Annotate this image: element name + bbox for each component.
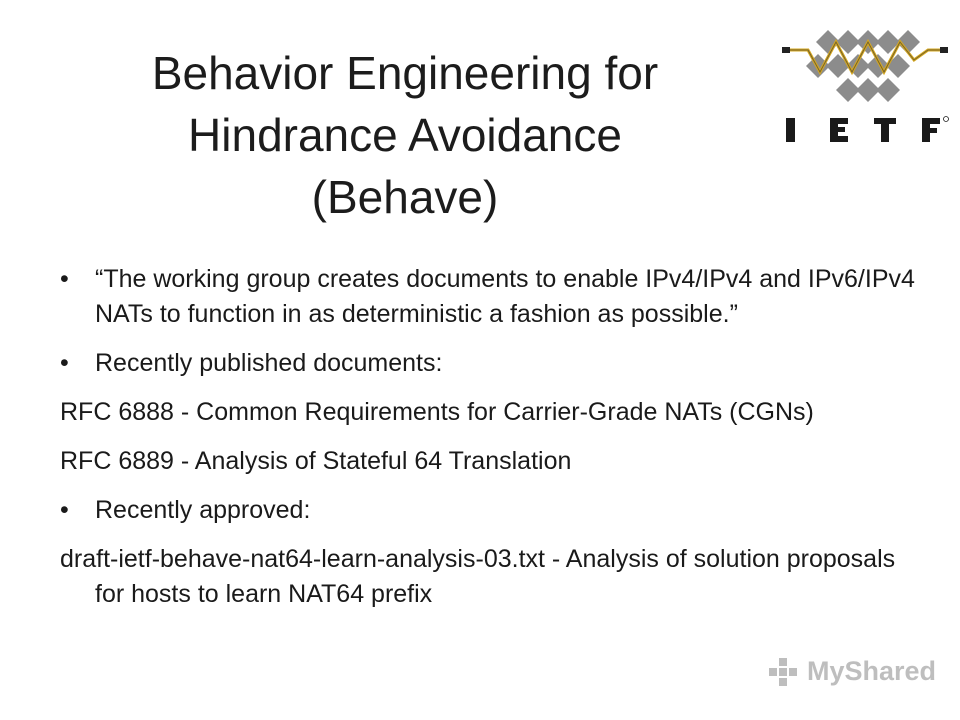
bullet-dot: •: [60, 496, 69, 524]
entry-text: draft-ietf-behave-nat64-learn-analysis-03.txt - Analysis of solution proposals for hosts to learn NAT64 prefix: [60, 545, 896, 608]
title-line-2: Hindrance Avoidance: [188, 109, 622, 161]
slide-title: [60, 42, 750, 228]
bullet-text: Recently approved:: [95, 496, 311, 524]
rfc-6888-entry: [60, 395, 920, 430]
draft-entry: [60, 542, 920, 612]
title-line-1: Behavior Engineering for: [151, 47, 659, 99]
entry-text: RFC 6888 - Common Requirements for Carrier-Grade NATs (CGNs): [60, 398, 814, 426]
bullet-charter: [60, 262, 920, 332]
bullet-published: [60, 346, 920, 381]
slide-content: [60, 262, 920, 626]
bullet-dot: •: [60, 349, 69, 377]
bullet-text: Recently published documents:: [95, 349, 443, 377]
title-line-3: (Behave): [311, 171, 499, 223]
watermark-text: MyShared: [807, 656, 937, 686]
entry-text: RFC 6889 - Analysis of Stateful 64 Translation: [60, 447, 572, 475]
bullet-text: “The working group creates documents to enable IPv4/IPv4 and IPv6/IPv4 NATs to function in as deterministic a fashion as possible.”: [95, 265, 915, 328]
watermark-logo-icon: [765, 652, 805, 692]
bullet-approved: [60, 493, 920, 528]
bullet-dot: •: [60, 265, 69, 293]
ietf-logo: [778, 20, 952, 150]
rfc-6889-entry: [60, 444, 920, 479]
myshared-watermark: [765, 652, 935, 696]
